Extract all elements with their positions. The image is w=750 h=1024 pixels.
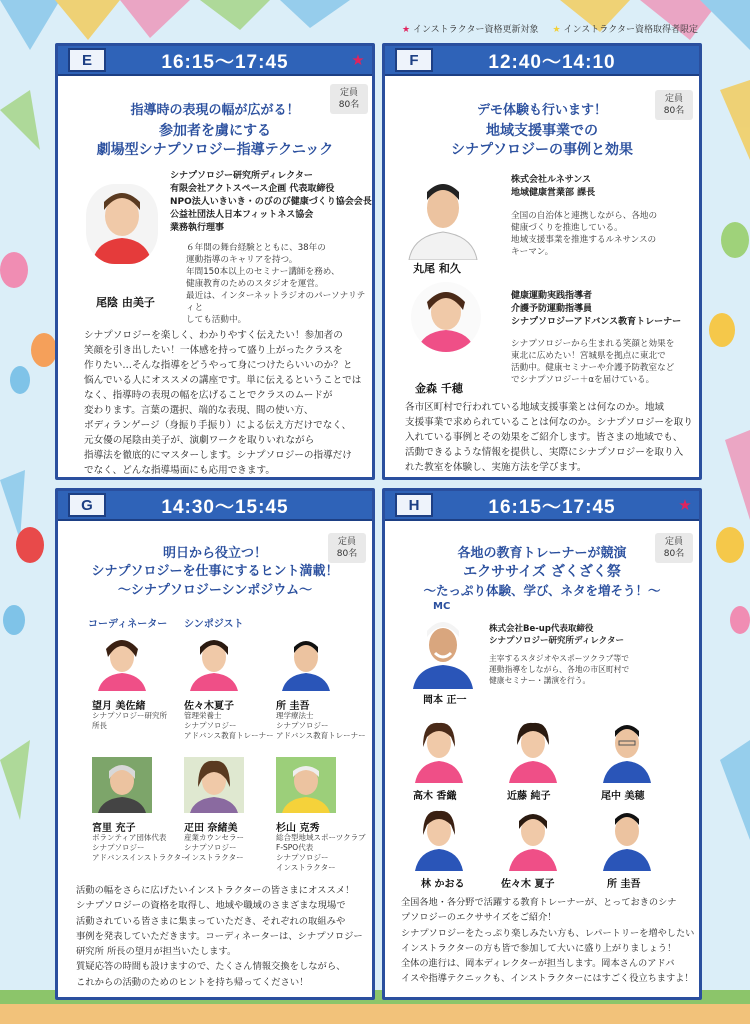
desc-line: 産業カウンセラー [184,833,244,842]
description-line: 笑顔を引き出したい！一体感を持って盛り上がったクラスを [84,345,343,356]
trainer-name: 高木 香織 [413,791,457,802]
description-line: 悩んでいる人にオススメの講座です。単に伝えるということでは [84,375,362,386]
session-title-line2: 〜たっぷり体験、学び、ネタを増そう！〜 [423,583,661,598]
capacity-value: 80名 [663,106,685,116]
affiliation-line: シナプソロジー研究所ディレクター [170,171,313,181]
mc-bio [489,653,629,686]
session-description [405,400,701,475]
speaker-bio [511,210,657,258]
bio-line: 健康教育のためのスタジオを運営。 [186,279,324,289]
session-subtitle: 指導時の表現の幅が広がる！ [130,103,300,118]
desc-line: シナプソロジー [276,721,329,730]
affiliation-line: シナプソロジー研究所ディレクター [489,636,624,646]
desc-line: 理学療法士 [276,711,314,720]
session-title-line1: 地域支援事業での [486,123,598,139]
session-subtitle: 各地の教育トレーナーが競演 [457,546,627,561]
desc-line: 所長 [92,721,107,730]
affiliation-line: NPO法人いきいき・のびのび健康づくり協会会長 [170,197,372,207]
legend-renewal-label: インストラクター資格更新対象 [412,25,539,35]
trainer-photo [597,803,657,871]
panel-e-header [58,46,372,76]
affiliation-line: 株式会社ルネサンス [511,175,592,185]
affiliation-line: 介護予防運動指導員 [511,304,593,314]
person-desc [276,711,366,741]
desc-line: シナプソロジー [92,843,145,852]
description-line: 質疑応答の時間も設けますので、たくさん情報交換をしながら、 [76,961,346,973]
session-panel-h [382,488,702,1000]
description-line: れた教室を体験し、実施方法を学びます。 [405,462,587,473]
description-line: プソロジーのエクササイズをご紹介！ [401,912,557,924]
session-code: H [395,493,433,517]
session-time: 16:15〜17:45 [161,51,289,73]
desc-line: インストラクター [276,863,336,872]
description-line: 全国各地・各分野で活躍する教育トレーナーが、とっておきのシナ [401,897,677,908]
session-title-line2: 劇場型シナプソロジー指導テクニック [96,142,334,158]
person-desc [92,711,167,731]
capacity-label: 定員 [339,88,358,98]
desc-line: シナプソロジー [184,721,237,730]
symposist-photo [184,631,244,691]
capacity-label: 定員 [337,537,356,547]
session-subtitle: デモ体験も行います！ [476,103,607,118]
description-line: 入れている事例とその効果をご紹介します。皆さまの地域でも、 [405,432,683,443]
bio-line: 健康づくりを推進している。 [511,223,623,233]
description-line: シナプソロジーをたっぷり楽しみたい方も、レパートリーを増やしたい [401,927,695,939]
symposist-photo [276,631,336,691]
affiliation-line: 公益社団法人日本フィットネス協会 [170,210,314,220]
desc-line: ボランティア団体代表 [92,833,167,842]
bio-line: 健康セミナー・講演を行う。 [489,676,591,685]
session-time: 14:30〜15:45 [161,496,289,518]
description-line: 各市区町村で行われている地域支援事業とは何なのか。地域 [405,402,665,413]
session-title-line1: シナプソロジーを仕事にするヒント満載！ [91,564,339,579]
session-panel-g [55,488,375,1000]
affiliation-line: 業務執行理事 [170,223,225,233]
legend-holder-label: インストラクター資格取得者限定 [563,25,699,35]
speaker-photo [411,282,481,352]
description-line: これからの活動のためのヒントを持ち帰ってください！ [76,976,309,988]
description-line: 活動できるような情報を提供し、実際にシナプソロジーを取り入 [405,447,684,458]
description-line: 支援事業で求められていることは何なのか。シナプソロジーを取り [405,417,693,428]
speaker-name: 尾陰 由美子 [96,296,155,309]
affiliation-line: 有限会社アクトスペース企画 代表取締役 [170,184,335,194]
description-line: なく、指導時の表現の幅を広げることでクラスのムードが [84,390,333,401]
speaker-name: 丸尾 和久 [413,262,461,275]
trainer-name: 尾中 美穂 [601,791,645,802]
description-line: インストラクターの方も皆で参加して大いに盛り上がりましょう！ [401,942,677,954]
desc-line: シナプソロジー研究所 [92,711,167,720]
affiliation-line: シナプソロジーアドバンス教育トレーナー [511,317,682,327]
desc-line: アドバンス教育トレーナー [276,731,366,740]
description-line: 全体の進行は、岡本ディレクターが担当します。岡本さんのアドバ [401,958,675,970]
capacity-value: 80名 [336,549,358,559]
trainer-name: 佐々木 夏子 [501,879,555,890]
session-description [84,328,374,478]
speaker-photo [403,170,483,260]
trainer-photo [409,715,469,783]
person-desc [184,711,274,741]
person-desc [92,833,189,863]
desc-line: シナプソロジー [184,843,237,852]
speaker-bio [511,338,674,386]
description-line: シナプソロジーの資格を取得し、地域や職域のさまざまな現場で [76,900,346,912]
person-name: 杉山 克秀 [276,823,320,834]
description-line: ボディランゲージ（身振り手振り）による伝え方だけでなく、 [84,420,352,431]
yellow-star-icon: ★ [552,25,561,35]
mc-name: 岡本 正一 [423,695,467,706]
capacity-value: 80名 [338,100,360,110]
description-line: シナプソロジーを楽しく、わかりやすく伝えたい！参加者の [84,330,343,341]
affiliation-line: 健康運動実践指導者 [511,291,593,301]
symposist-photo [92,757,152,813]
person-name: 宮里 充子 [92,823,136,834]
session-code: E [68,48,106,72]
capacity-label: 定員 [664,94,683,104]
mc-label: MC [433,601,451,612]
trainer-photo [597,715,657,783]
description-line: 指導法を徹底的にマスターします。シナプソロジーの指導だけ [84,450,352,461]
legend [402,22,698,35]
session-title-line1: エクササイズ ざくざく祭 [463,564,621,580]
mc-photo [407,613,479,689]
session-code: G [68,493,106,517]
panel-h-header [385,491,699,521]
bio-line: 東北に広めたい！宮城県を拠点に東北で [511,351,666,361]
session-time: 16:15〜17:45 [488,496,616,518]
description-line: 変わります。言葉の選択、端的な表現、間の使い方、 [84,405,314,416]
desc-line: F-SPO代表 [276,843,314,852]
desc-line: シナプソロジー [276,853,329,862]
session-description [401,895,701,987]
desc-line: 管理栄養士 [184,711,222,720]
trainer-name: 林 かおる [421,879,465,890]
pink-star-icon: ★ [678,496,692,514]
session-subtitle: 明日から役立つ！ [162,546,267,561]
bio-line: 運動指導のキャリアを持つ。 [186,255,298,265]
speaker-affiliation [511,174,595,200]
person-desc [184,833,244,863]
bio-line: 運動指導をしながら、各地の市区町村で [489,665,630,674]
description-line: 活動の幅をさらに広げたいインストラクターの皆さまにオススメ！ [76,885,355,896]
panel-g-header [58,491,372,521]
bio-line: 活動中。健康セミナーや介護予防教室など [511,363,675,373]
desc-line: アドバンスインストラクター [92,853,189,862]
bio-line: 年間150本以上のセミナー講師を務め、 [186,267,340,277]
trainer-name: 所 圭吾 [607,879,641,890]
trainer-name: 近藤 純子 [507,791,551,802]
description-line: 作りたい…そんな指導をどうやって身につけたらいいのか？と [84,360,353,371]
session-title-line1: 参加者を虜にする [159,123,271,139]
person-name: 望月 美佐緒 [92,701,146,712]
person-name: 所 圭吾 [276,701,310,712]
affiliation-line: 地域健康営業部 課長 [511,188,596,198]
symposist-label: シンポジスト [184,619,244,630]
desc-line: 総合型地域スポーツクラブ [276,833,366,842]
bio-line: 全国の自治体と連携しながら、各地の [511,211,658,221]
coordinator-photo [92,631,152,691]
speaker-affiliation [511,290,681,329]
description-line: イスや指導テクニックも、インストラクターにはすごく役立ちますよ！ [401,973,694,985]
symposist-photo [184,757,244,813]
trainer-photo [503,715,563,783]
bio-line: ６年間の舞台経験とともに、38年の [186,243,326,253]
pink-star-icon: ★ [402,25,411,35]
description-line: でなく、どんな指導場面にも応用できます。 [84,465,275,476]
trainer-photo [503,803,563,871]
legend-renewal [402,22,539,35]
person-name: 疋田 奈緒美 [184,823,238,834]
symposist-photo [276,757,336,813]
bio-line: でシナプソロジー＋αを届けている。 [511,375,655,385]
coordinator-label: コーディネーター [88,619,168,630]
bio-line: 地域支援事業を推進するルネサンスの [511,235,657,245]
description-line: 元女優の尾陰由美子が、演劇ワークを取りいれながら [84,435,315,446]
legend-holder [553,22,699,35]
bio-line: 最近は、インターネットラジオのパーソナリティと [186,291,366,313]
person-name: 佐々木夏子 [184,701,234,712]
capacity-label: 定員 [664,537,683,547]
capacity-value: 80名 [663,549,685,559]
person-desc [276,833,366,873]
bio-line: 主宰するスタジオやスポーツクラブ等で [489,654,629,663]
session-time: 12:40〜14:10 [488,51,616,73]
affiliation-line: 株式会社Be-up代表取締役 [489,624,594,634]
speaker-name: 金森 千穂 [415,382,463,395]
description-line: 活動されている皆さまに集まっていただき、それぞれの取組みや [76,915,346,927]
session-code: F [395,48,433,72]
mc-affiliation [489,623,624,647]
bio-line: シナプソロジーから生まれる笑顔と効果を [511,339,675,349]
session-description [76,883,375,990]
session-panel-f [382,43,702,480]
bio-line: しても活動中。 [186,315,247,325]
panel-f-header [385,46,699,76]
trainer-photo [409,803,469,871]
speaker-photo [86,184,158,264]
session-panel-e [55,43,375,480]
description-line: 事例を発表していただきます。コーディネーターは、シナプソロジー [76,930,363,942]
desc-line: アドバンス教育トレーナー [184,731,274,740]
speaker-affiliation [170,170,372,235]
speaker-bio [186,242,372,326]
session-title-line2: 〜シナプソロジーシンポジウム〜 [117,583,313,598]
bio-line: キーマン。 [511,247,554,257]
pink-star-icon: ★ [351,51,365,69]
description-line: 研究所 所長の望月が担当いたします。 [76,946,237,958]
desc-line: インストラクター [184,853,244,862]
session-title-line2: シナプソロジーの事例と効果 [451,142,633,158]
